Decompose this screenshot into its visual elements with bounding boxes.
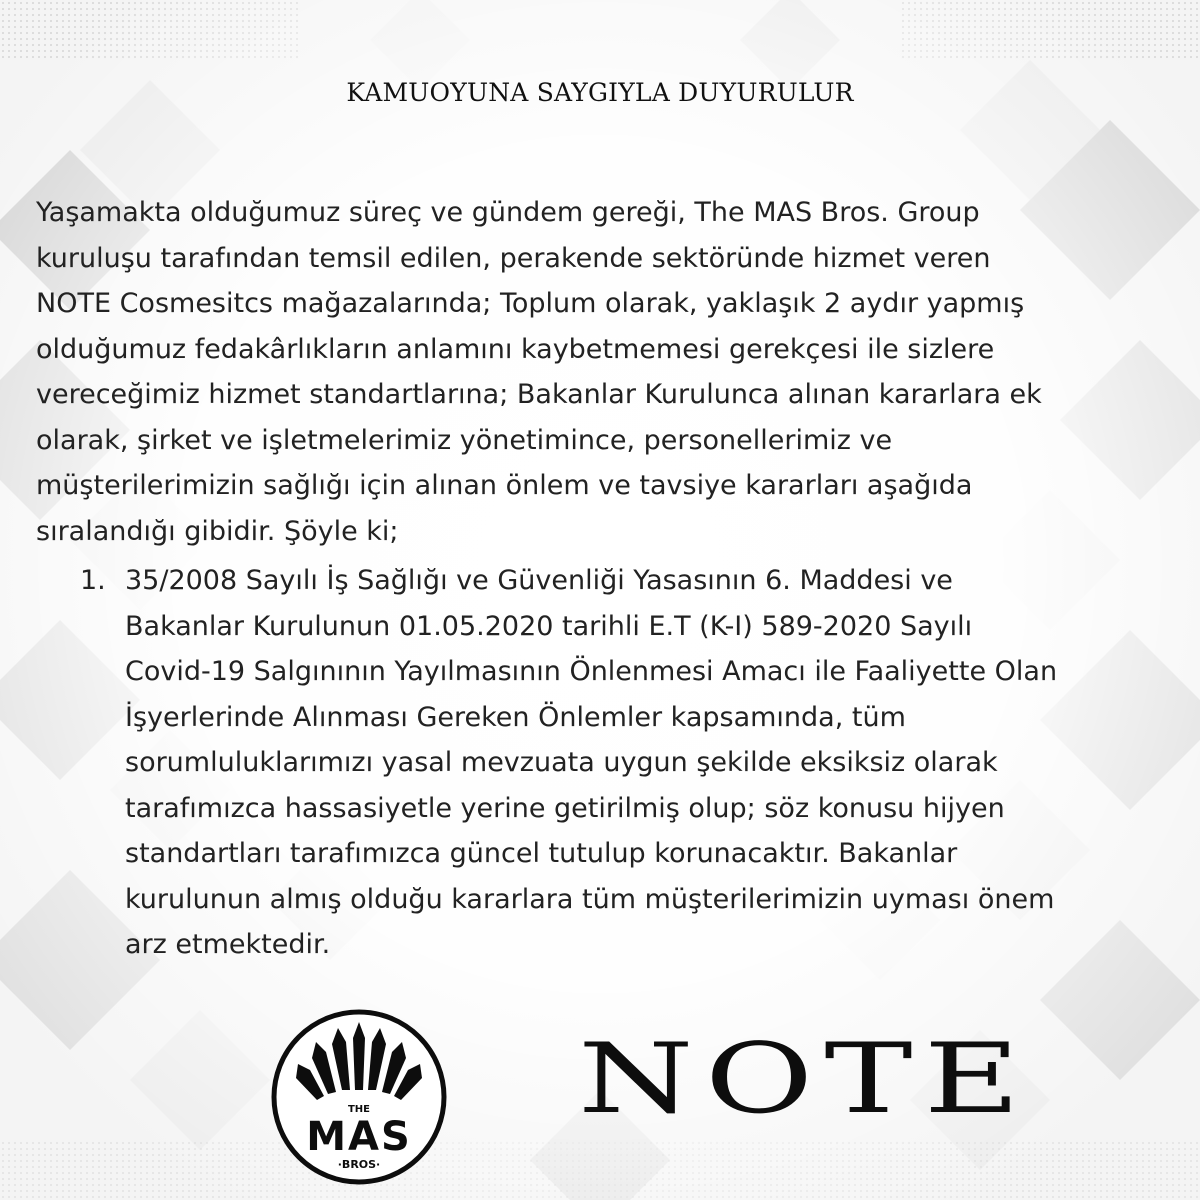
mas-logo-main-text: MAS <box>306 1114 412 1160</box>
list-line: tarafımızca hassasiyetle yerine getirilmiş olup; söz konusu hijyen <box>125 792 1005 824</box>
note-logo: NOTE <box>578 1021 1032 1135</box>
intro-line: Yaşamakta olduğumuz süreç ve gündem gereği, The MAS Bros. Group <box>36 197 980 228</box>
list-line: kurulunun almış olduğu kararlara tüm müşterilerimizin uyması önem <box>125 883 1055 915</box>
announcement-title: KAMUOYUNA SAYGIYLA DUYURULUR <box>346 78 854 107</box>
list-line: Bakanlar Kurulunun 01.05.2020 tarihli E.T (K-I) 589-2020 Sayılı <box>125 610 973 642</box>
list-line: Covid-19 Salgınının Yayılmasının Önlenmesi Amacı ile Faaliyette Olan <box>125 656 1058 687</box>
mas-logo-top-text: THE <box>347 1104 371 1115</box>
intro-line: olarak, şirket ve işletmelerimiz yönetimince, personellerimiz ve <box>36 424 893 456</box>
list-line: standartları tarafımızca güncel tutulup korunacaktır. Bakanlar <box>125 838 958 869</box>
intro-line: sıralandığı gibidir. Şöyle ki; <box>36 515 399 547</box>
list-line: arz etmektedir. <box>125 929 331 960</box>
intro-line: olduğumuz fedakârlıkların anlamını kaybetmemesi gerekçesi ile sizlere <box>36 333 995 365</box>
mas-bros-logo <box>270 1008 448 1186</box>
list-line: 35/2008 Sayılı İş Sağlığı ve Güvenliği Yasasının 6. Maddesi ve <box>125 565 953 596</box>
list-line: İşyerlerinde Alınması Gereken Önlemler kapsamında, tüm <box>125 701 906 733</box>
intro-line: kuruluşu tarafından temsil edilen, perakende sektöründe hizmet veren <box>36 242 991 274</box>
list-line: sorumluluklarımızı yasal mevzuata uygun şekilde eksiksiz olarak <box>125 747 998 778</box>
list-item-text <box>125 558 1185 968</box>
intro-line: vereceğimiz hizmet standartlarına; Bakanlar Kurulunca alınan kararlara ek <box>36 379 1042 410</box>
mas-logo-bottom-text: ·BROS· <box>337 1158 381 1171</box>
list-number: 1. <box>80 565 106 596</box>
intro-line: NOTE Cosmesitcs mağazalarında; Toplum olarak, yaklaşık 2 aydır yapmış <box>36 288 1025 319</box>
intro-paragraph <box>36 190 1186 554</box>
intro-line: müşterilerimizin sağlığı için alınan önlem ve tavsiye kararları aşağıda <box>36 470 973 501</box>
